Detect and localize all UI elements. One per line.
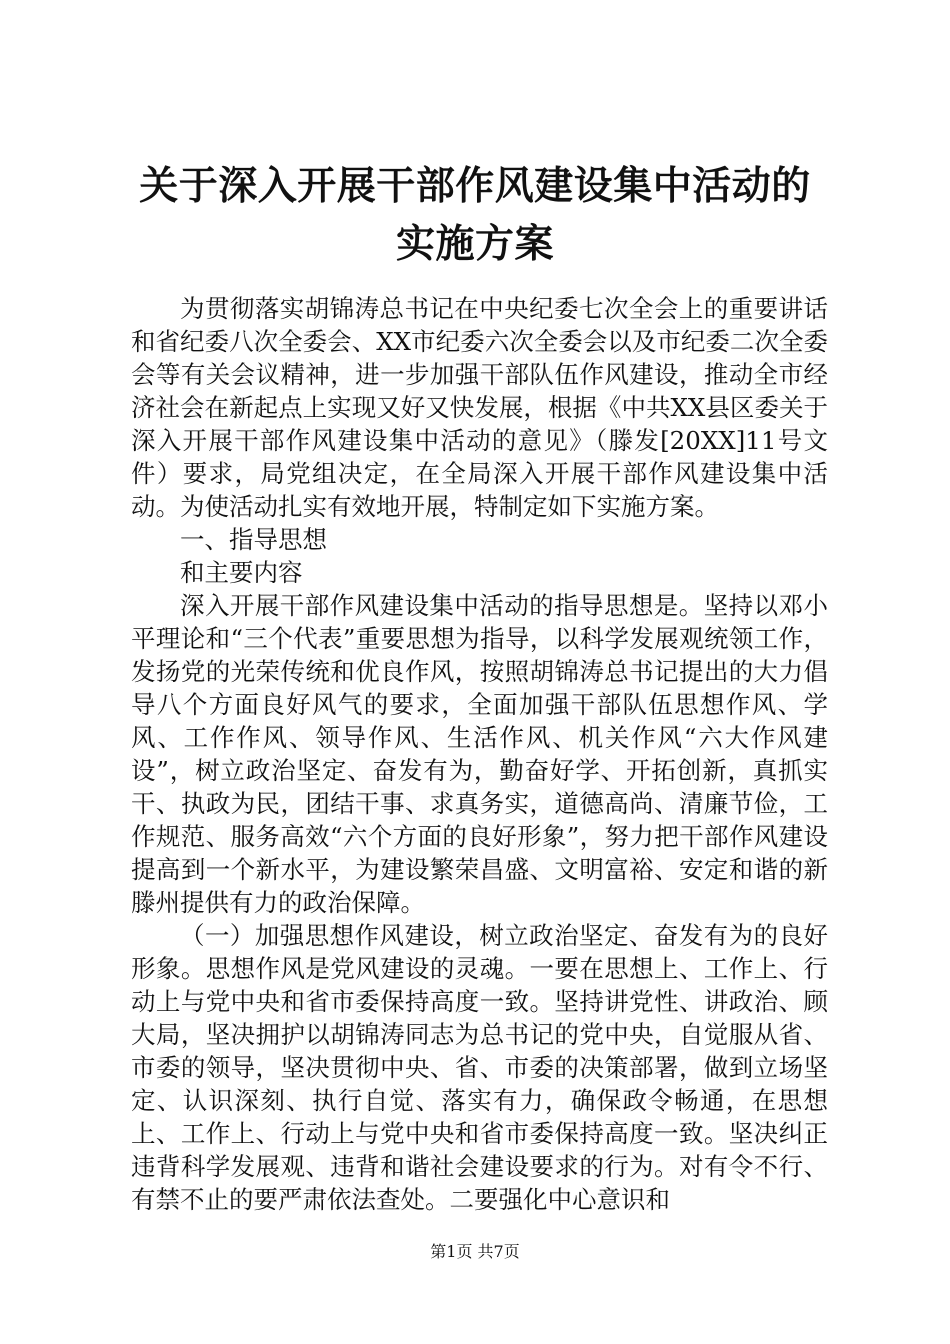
section-heading-main-content: 和主要内容 [180,558,303,587]
document-title: 关于深入开展干部作风建设集中活动的实施方案 [139,164,811,267]
document-body [131,292,828,1216]
section-heading-guiding-thought: 一、指导思想 [180,525,327,554]
paragraph-guiding-thought: 深入开展干部作风建设集中活动的指导思想是。坚持以邓小平理论和“三个代表”重要思想为指导，以科学发展观统领工作，发扬党的光荣传统和优良作风，按照胡锦涛总书记提出的大力倡导八个方面良好风气的要求，全面加强干部队伍思想作风、学风、工作作风、领导作风、生活作风、机关作风“六大作风建设”，树立政治坚定、奋发有为，勤奋好学、开拓创新，真抓实干、执政为民，团结干事、求真务实，道德高尚、清廉节俭，工作规范、服务高效“六个方面的良好形象”，努力把干部作风建设提高到一个新水平，为建设繁荣昌盛、文明富裕、安定和谐的新滕州提供有力的政治保障。 [131,591,828,917]
paragraph-thought-style: （一）加强思想作风建设，树立政治坚定、奋发有为的良好形象。思想作风是党风建设的灵魂。一要在思想上、工作上、行动上与党中央和省市委保持高度一致。坚持讲党性、讲政治、顾大局，坚决拥护以胡锦涛同志为总书记的党中央，自觉服从省、市委的领导，坚决贯彻中央、省、市委的决策部署，做到立场坚定、认识深刻、执行自觉、落实有力，确保政令畅通，在思想上、工作上、行动上与党中央和省市委保持高度一致。坚决纠正违背科学发展观、违背和谐社会建设要求的行为。对有令不行、有禁不止的要严肃依法查处。二要强化中心意识和 [131,921,828,1214]
paragraph-intro: 为贯彻落实胡锦涛总书记在中央纪委七次全会上的重要讲话和省纪委八次全委会、XX市纪委六次全委会以及市纪委二次全委会等有关会议精神，进一步加强干部队伍作风建设，推动全市经济社会在新起点上实现又好又快发展，根据《中共XX县区委关于深入开展干部作风建设集中活动的意见》（滕发[20XX]11号文件）要求，局党组决定，在全局深入开展干部作风建设集中活动。为使活动扎实有效地开展，特制定如下实施方案。 [131,294,828,521]
page-number-footer: 第1页 共7页 [430,1242,520,1261]
